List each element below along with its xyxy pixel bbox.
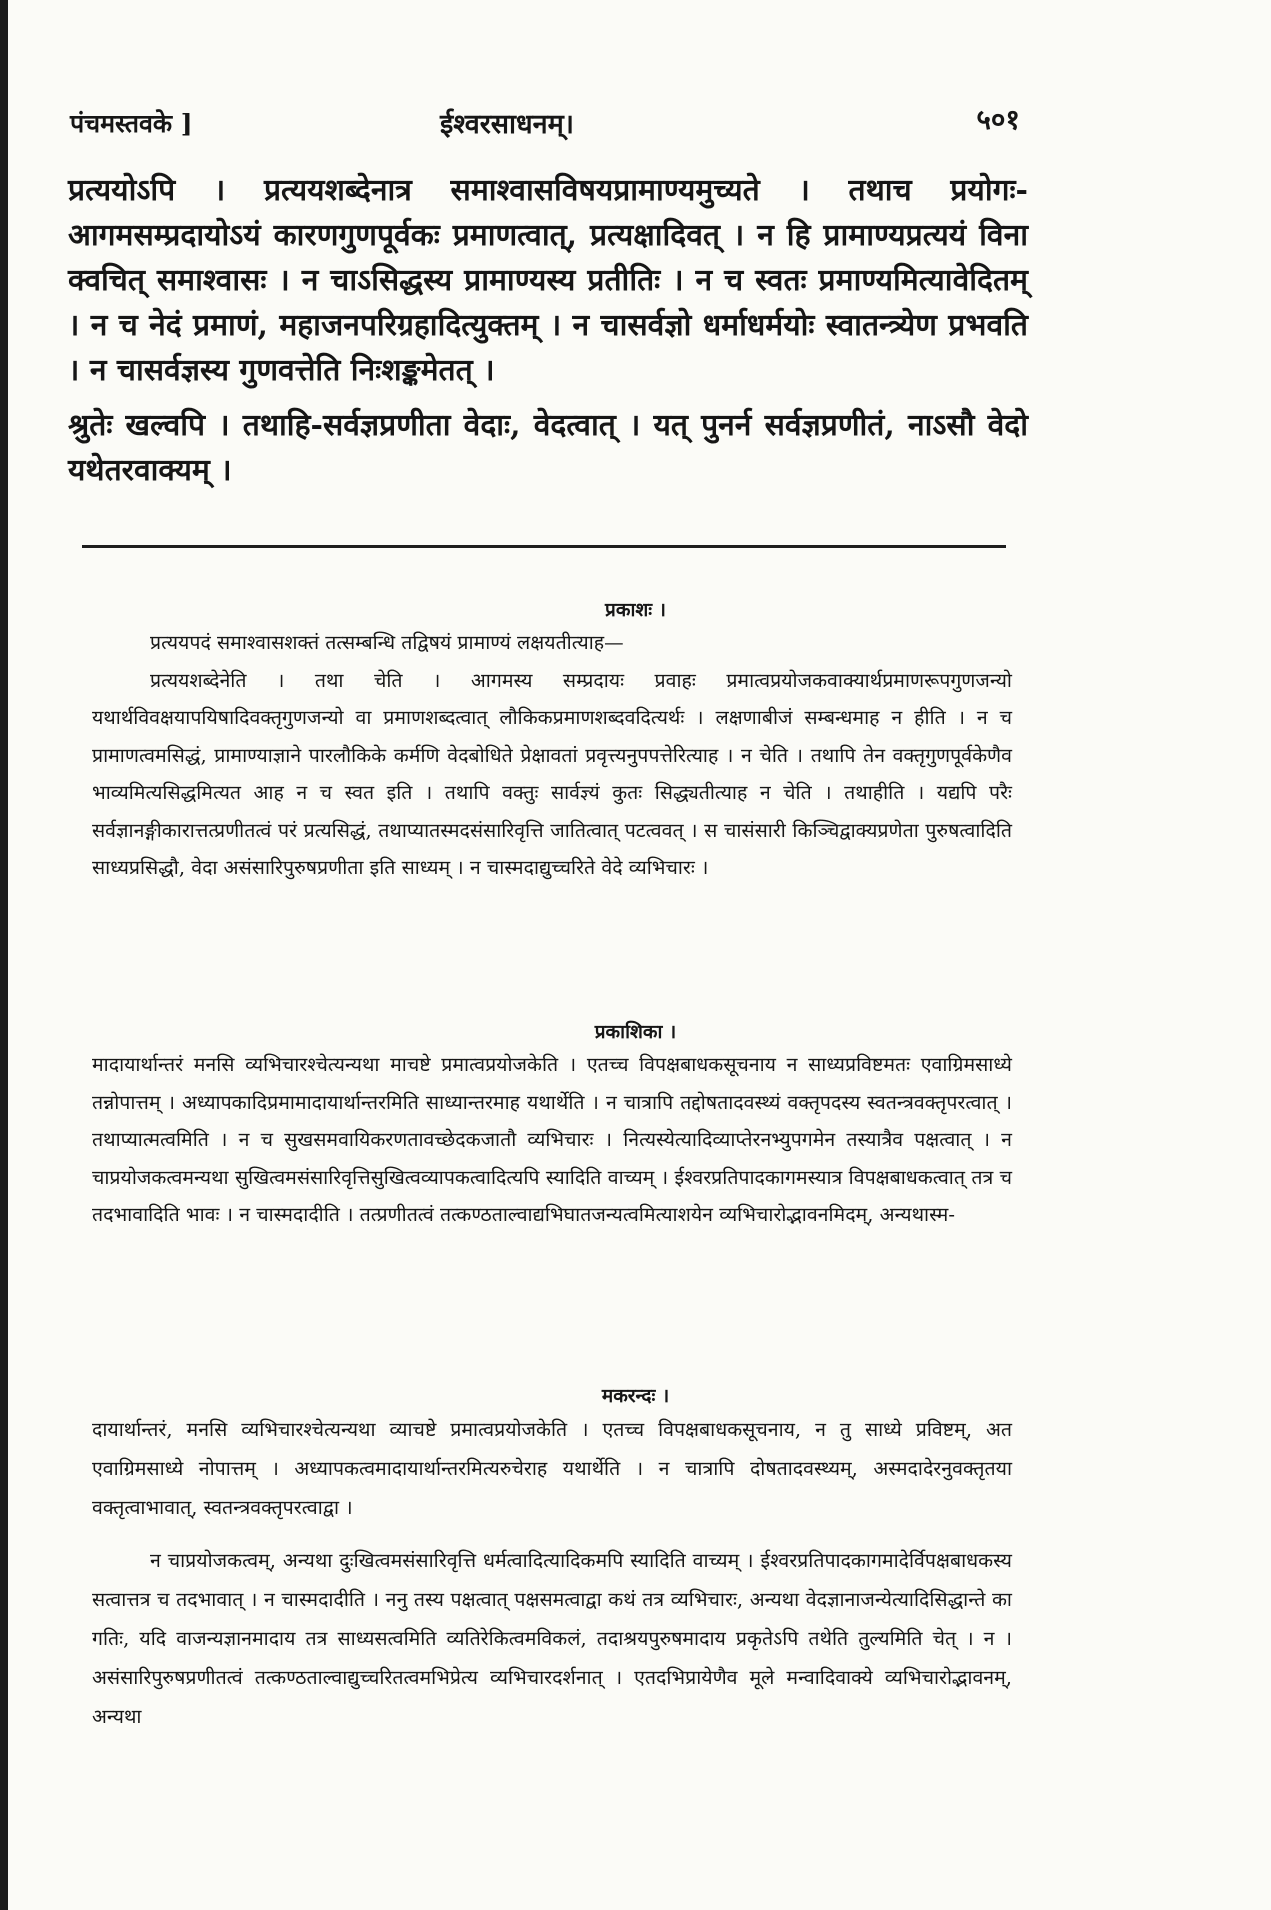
prakashika-commentary bbox=[92, 1046, 1012, 1234]
root-text-block bbox=[68, 168, 1028, 493]
running-header bbox=[70, 100, 1020, 146]
root-paragraph: प्रत्ययोऽपि । प्रत्ययशब्देनात्र समाश्वासविषयप्रामाण्यमुच्यते । तथाच प्रयोगः-आगमसम्प्रदायोऽयं कारणगुणपूर्वकः प्रमाणत्वात्, प्रत्यक्षादिवत् । न हि प्रामाण्यप्रत्ययं विना क्वचित् समाश्वासः । न चाऽसिद्धस्य प्रामाण्यस्य प्रतीतिः । न च स्वतः प्रमाण्यमित्यावेदितम् । न च नेदं प्रमाणं, महाजनपरिग्रहादित्युक्तम् । न चासर्वज्ञो धर्माधर्मयोः स्वातन्त्र्येण प्रभवति । न चासर्वज्ञस्य गुणवत्तेति निःशङ्कमेतत् । bbox=[68, 173, 1028, 388]
page-number: ५०१ bbox=[976, 103, 1020, 136]
root-paragraph: श्रुतेः खल्वपि । तथाहि-सर्वज्ञप्रणीता वेदाः, वेदत्वात् । यत् पुनर्न सर्वज्ञप्रणीतं, नाऽसौ वेदो यथेतरवाक्यम् । bbox=[68, 408, 1028, 488]
page-spine-edge bbox=[0, 0, 8, 1910]
page-title: ईश्वरसाधनम्। bbox=[440, 109, 575, 140]
section-title-prakasha: प्रकाशः । bbox=[605, 599, 666, 621]
makaranda-commentary bbox=[92, 1410, 1012, 1736]
section-title-makaranda: मकरन्दः । bbox=[601, 1385, 670, 1407]
section-title-prakashika: प्रकाशिका । bbox=[594, 1021, 677, 1043]
prakasha-paragraph: प्रत्ययशब्देनेति । तथा चेति । आगमस्य सम्प्रदायः प्रवाहः प्रमात्वप्रयोजकवाक्यार्थप्रमाणरूपगुणजन्यो यथार्थविवक्षयापयिषादिवक्तृगुणजन्यो वा प्रमाणशब्दत्वात् लौकिकप्रमाणशब्दवदित्यर्थः । लक्षणाबीजं सम्बन्धमाह न हीति । न च प्रामाणत्वमसिद्धं, प्रामाण्याज्ञाने पारलौकिके कर्मणि वेदबोधिते प्रेक्षावतां प्रवृत्त्यनुपपत्तेरित्याह । न चेति । तथापि तेन वक्तृगुणपूर्वकेणैव भाव्यमित्यसिद्धमित्यत आह न च स्वत इति । तथापि वक्तुः सार्वज्ञ्यं कुतः सिद्ध्यतीत्याह न चेति । तथाहीति । यद्यपि परैः सर्वज्ञानङ्गीकारात्तत्प्रणीतत्वं परं प्रत्यसिद्धं, तथाप्यातस्मदसंसारिवृत्ति जातित्वात् पटत्ववत् । स चासंसारी किञ्चिद्वाक्यप्रणेता पुरुषत्वादिति साध्यप्रसिद्धौ, वेदा असंसारिपुरुषप्रणीता इति साध्यम् । न चास्मदाद्युच्चरिते वेदे व्यभिचारः । bbox=[92, 668, 1012, 879]
prakasha-intro: प्रत्ययपदं समाश्वासशक्तं तत्सम्बन्धि तद्विषयं प्रामाण्यं लक्षयतीत्याह— bbox=[150, 631, 624, 654]
prakasha-commentary bbox=[92, 624, 1012, 887]
makaranda-paragraph: दायार्थान्तरं, मनसि व्यभिचारश्चेत्यन्यथा व्याचष्टे प्रमात्वप्रयोजकेति । एतच्च विपक्षबाधकसूचनाय, न तु साध्ये प्रविष्टम्, अत एवाग्रिमसाध्ये नोपात्तम् । अध्यापकत्वमादायार्थान्तरमित्यरुचेराह यथार्थेति । न चात्रापि दोषतादवस्थ्यम्, अस्मदादेरनुवक्तृतया वक्तृत्वाभावात्, स्वतन्त्रवक्तृपरत्वाद्वा । bbox=[92, 1418, 1012, 1519]
makaranda-paragraph: न चाप्रयोजकत्वम्, अन्यथा दुःखित्वमसंसारिवृत्ति धर्मत्वादित्यादिकमपि स्यादिति वाच्यम् । ईश्वरप्रतिपादकागमादेर्विपक्षबाधकस्य सत्वात्तत्र च तदभावात् । न चास्मदादीति । ननु तस्य पक्षत्वात् पक्षसमत्वाद्वा कथं तत्र व्यभिचारः, अन्यथा वेदज्ञानाजन्येत्यादिसिद्धान्ते का गतिः, यदि वाजन्यज्ञानमादाय तत्र साध्यसत्वमिति व्यतिरेकित्वमविकलं, तदाश्रयपुरुषमादाय प्रकृतेऽपि तथेति तुल्यमिति चेत् । न । असंसारिपुरुषप्रणीतत्वं तत्कण्ठताल्वाद्युच्चरितत्वमभिप्रेत्य व्यभिचारदर्शनात् । एतदभिप्रायेणैव मूले मन्वादिवाक्ये व्यभिचारोद्भावनम्, अन्यथा bbox=[92, 1549, 1012, 1728]
divider-rule bbox=[82, 545, 1006, 548]
chapter-label: पंचमस्तवके ] bbox=[70, 109, 193, 138]
prakashika-paragraph: मादायार्थान्तरं मनसि व्यभिचारश्चेत्यन्यथा माचष्टे प्रमात्वप्रयोजकेति । एतच्च विपक्षबाधकसूचनाय न साध्यप्रविष्टमतः एवाग्रिमसाध्ये तन्नोपात्तम् । अध्यापकादिप्रमामादायार्थान्तरमिति साध्यान्तरमाह यथार्थेति । न चात्रापि तद्दोषतादवस्थ्यं वक्तृपदस्य स्वतन्त्रवक्तृपरत्वात् । तथाप्यात्मत्वमिति । न च सुखसमवायिकरणतावच्छेदकजातौ व्यभिचारः । नित्यस्येत्यादिव्याप्तेरनभ्युपगमेन तस्यात्रैव पक्षत्वात् । न चाप्रयोजकत्वमन्यथा सुखित्वमसंसारिवृत्तिसुखित्वव्यापकत्वादित्यपि स्यादिति वाच्यम् । ईश्वरप्रतिपादकागमस्यात्र विपक्षबाधकत्वात् तत्र च तदभावादिति भावः । न चास्मदादीति । तत्प्रणीतत्वं तत्कण्ठताल्वाद्यभिघातजन्यत्वमित्याशयेन व्यभिचारोद्भावनमिदम्, अन्यथास्म- bbox=[92, 1053, 1012, 1226]
